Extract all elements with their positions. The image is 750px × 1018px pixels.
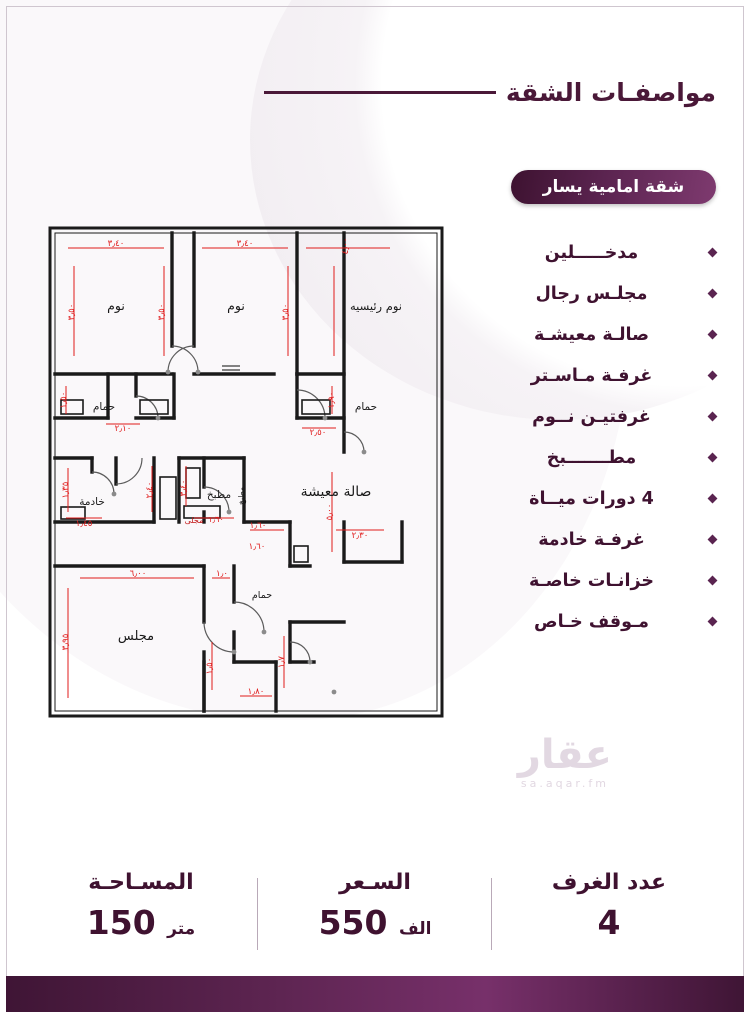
stat-price <box>258 870 492 942</box>
list-item <box>484 601 716 642</box>
list-item <box>484 396 716 437</box>
diamond-bullet-icon <box>708 330 718 340</box>
list-item <box>484 560 716 601</box>
status-badge: شقة امامية يسار <box>511 170 716 204</box>
dimension-label: ٣٫٩٥ <box>61 633 71 651</box>
dimension-label: ١٫٨٠ <box>247 687 265 697</box>
room-label: نوم <box>227 298 245 313</box>
dimension-label: ٤٫٠٠ <box>341 237 351 255</box>
page-header <box>264 78 716 107</box>
list-item <box>484 437 716 478</box>
dimension-label: ١٫٤٥ <box>75 519 93 529</box>
list-item <box>484 273 716 314</box>
dimension-label: ٢٫١٠ <box>114 424 132 434</box>
diamond-bullet-icon <box>708 412 718 422</box>
watermark-url-text: sa.aqar.fm <box>520 777 609 790</box>
stat-value <box>498 903 720 942</box>
feature-label: غرفـة مـاسـتر <box>530 365 653 386</box>
room-label: حمام <box>354 401 378 413</box>
dimension-label: ١٫٠ <box>215 569 229 579</box>
dimension-label: ١٫٩٠ <box>327 391 337 409</box>
stat-unit: الف <box>398 919 432 939</box>
list-item <box>484 519 716 560</box>
dimension-label: ٣٫٥٠ <box>157 303 167 321</box>
stat-label: عدد الغرف <box>551 870 667 895</box>
feature-label: صالـة معيشـة <box>534 324 649 345</box>
watermark-logo-text: عقار <box>517 732 612 778</box>
stat-value <box>30 903 252 942</box>
dimension-label: ٣٫٤٠ <box>179 479 189 497</box>
dimension-label: ٣٫٤٠ <box>107 239 125 249</box>
feature-label: مدخـــــلين <box>544 242 639 263</box>
room-label: حمام <box>92 401 116 413</box>
list-item <box>484 232 716 273</box>
diamond-bullet-icon <box>708 453 718 463</box>
dimension-label: ٦٫٠٠ <box>129 569 147 579</box>
diamond-bullet-icon <box>708 617 718 627</box>
dimension-label: ١٫٧ <box>277 655 287 669</box>
feature-label: مـوقف خـاص <box>534 611 649 632</box>
dimension-label: ٣٫٤٠ <box>236 239 254 249</box>
watermark <box>517 732 612 790</box>
diamond-bullet-icon <box>708 248 718 258</box>
room-label: مجلس <box>117 629 155 644</box>
page-title: مواصفـات الشقة <box>505 78 716 107</box>
header-rule <box>264 91 496 94</box>
list-item <box>484 478 716 519</box>
floor-plan <box>44 222 448 722</box>
dimension-label: ١٫٥٠ <box>205 657 215 675</box>
stats-strip <box>24 856 726 956</box>
room-label: نوم رئيسيه <box>349 299 403 313</box>
stat-area <box>24 870 258 942</box>
stat-value <box>264 903 486 942</box>
room-label: مطبخ <box>237 486 246 506</box>
room-label: مطبخ <box>206 489 232 501</box>
dimension-label: ٣٫٥٠ <box>281 303 291 321</box>
list-item <box>484 314 716 355</box>
diamond-bullet-icon <box>708 535 718 545</box>
list-item <box>484 355 716 396</box>
dimension-label: ٥٫٠٠ <box>325 503 335 521</box>
diamond-bullet-icon <box>708 576 718 586</box>
dimension-label: ١٫٦٠ <box>208 515 224 524</box>
stat-unit: متر <box>167 919 196 939</box>
feature-label: 4 دورات ميــاة <box>529 488 654 509</box>
dimension-label: ١٫٦٠ <box>248 542 266 552</box>
stat-number: 4 <box>597 903 621 942</box>
stat-number: 150 <box>86 903 156 942</box>
stat-rooms <box>492 870 726 942</box>
stat-label: السـعر <box>339 870 411 895</box>
feature-label: غرفتيـن نــوم <box>532 406 651 427</box>
footer-bar <box>6 976 744 1012</box>
dimension-label: ٢٫٣٠ <box>351 531 369 541</box>
dimension-label: ١٫٥٠ <box>59 391 69 409</box>
feature-label: مجلـس رجال <box>535 283 648 304</box>
diamond-bullet-icon <box>708 494 718 504</box>
room-label: خادمة <box>79 496 105 508</box>
stat-number: 550 <box>318 903 388 942</box>
features-list <box>484 232 716 642</box>
room-label: مجلى <box>184 516 204 525</box>
room-label: حمام <box>251 590 273 601</box>
room-label: نوم <box>107 298 125 313</box>
dimension-label: ٣٫٥٠ <box>67 303 77 321</box>
dimension-label: ٢٫٤٠ <box>145 481 155 499</box>
feature-label: خزانـات خاصـة <box>529 570 654 591</box>
stat-label: المسـاحـة <box>88 870 194 895</box>
room-label: صالة معيشة <box>300 484 372 500</box>
dimension-label: ١٫٦٠ <box>249 521 267 531</box>
diamond-bullet-icon <box>708 371 718 381</box>
diamond-bullet-icon <box>708 289 718 299</box>
feature-label: غرفـة خادمة <box>538 529 645 550</box>
dimension-label: ٢٫٥٠ <box>309 428 327 438</box>
feature-label: مطـــــــبخ <box>546 447 637 468</box>
dimension-label: ١٫٣٥ <box>61 481 71 499</box>
